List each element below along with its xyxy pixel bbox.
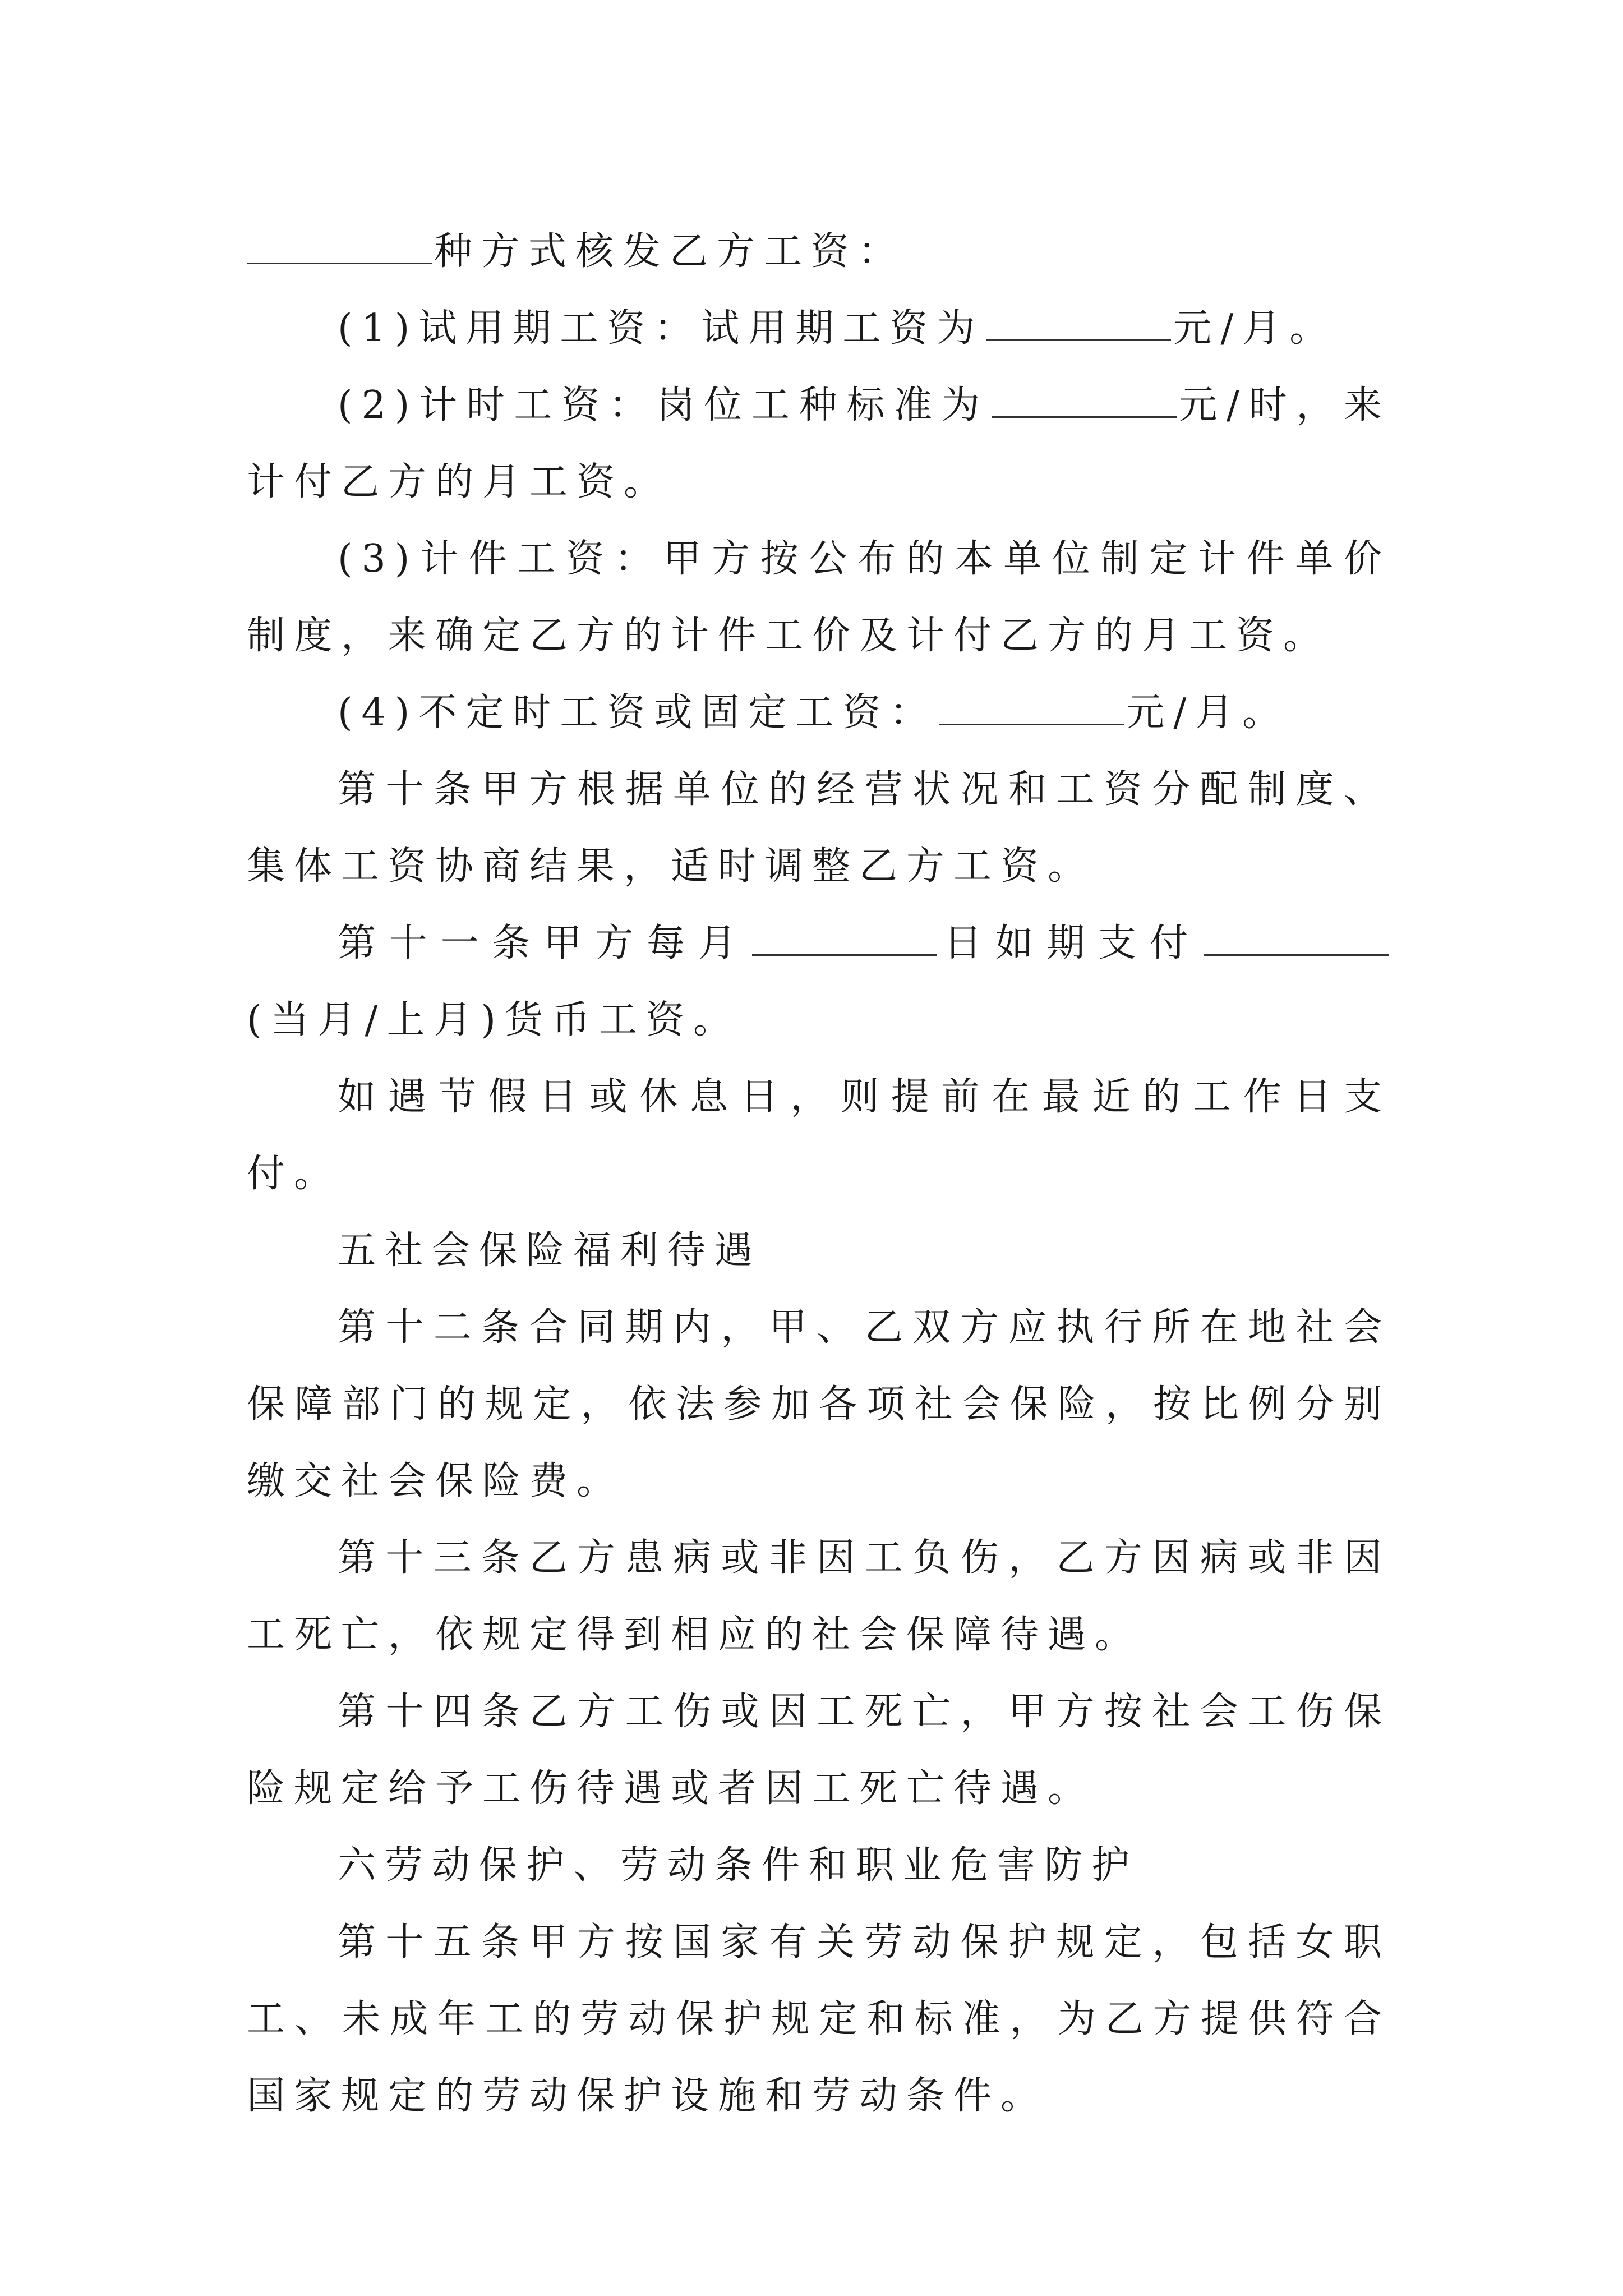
- paragraph-text: (2)计时工资：岗位工种标准为: [338, 383, 989, 427]
- fill-in-blank-probation-wage: [986, 305, 1171, 341]
- fill-in-blank-fixed-wage: [939, 689, 1124, 725]
- document-body: [247, 213, 1391, 2134]
- paragraph-text: 日如期支付: [939, 921, 1201, 965]
- paragraph-text: 第十一条甲方每月: [338, 921, 750, 965]
- fill-in-blank-pay-month: [1204, 919, 1389, 956]
- paragraph-text: (当月/上月)货币工资。: [247, 998, 740, 1042]
- article-14: 第十四条乙方工伤或因工死亡，甲方按社会工伤保险规定给予工伤待遇或者因工死亡待遇。: [247, 1690, 1391, 1811]
- paragraph-text: 元/时，来计付乙方的月工资。: [247, 383, 1391, 504]
- paragraph-piece-wage: (3)计件工资：甲方按公布的本单位制定计件单价制度，来确定乙方的计件工价及计付乙方的月工资。: [247, 537, 1391, 658]
- section-heading-labor-protection: 六劳动保护、劳动条件和职业危害防护: [338, 1843, 1139, 1888]
- paragraph-text: 元/月。: [1126, 691, 1290, 735]
- article-13: 第十三条乙方患病或非因工负伤，乙方因病或非因工死亡，依规定得到相应的社会保障待遇。: [247, 1536, 1391, 1657]
- article-10: 第十条甲方根据单位的经营状况和工资分配制度、集体工资协商结果，适时调整乙方工资。: [247, 767, 1391, 889]
- fill-in-blank-hourly-rate: [992, 381, 1177, 418]
- article-11: [247, 905, 1391, 1059]
- paragraph-text: (1)试用期工资：试用期工资为: [338, 306, 984, 351]
- paragraph-text: (4)不定时工资或固定工资：: [338, 691, 937, 735]
- paragraph-hourly-wage: [247, 367, 1391, 521]
- paragraph-holiday-payment: 如遇节假日或休息日，则提前在最近的工作日支付。: [247, 1075, 1391, 1196]
- article-15: 第十五条甲方按国家有关劳动保护规定，包括女职工、未成年工的劳动保护规定和标准，为乙方提供符合国家规定的劳动保护设施和劳动条件。: [247, 1920, 1391, 2118]
- section-heading-social-insurance: 五社会保险福利待遇: [338, 1228, 762, 1273]
- paragraph-text: 种方式核发乙方工资：: [434, 229, 906, 274]
- paragraph-wage-method: [247, 213, 1391, 290]
- fill-in-blank-wage-method: [247, 228, 432, 264]
- fill-in-blank-pay-day: [752, 919, 937, 956]
- article-12: 第十二条合同期内，甲、乙双方应执行所在地社会保障部门的规定，依法参加各项社会保险，按比例分别缴交社会保险费。: [247, 1305, 1391, 1503]
- paragraph-text: 元/月。: [1173, 306, 1337, 351]
- paragraph-probation-wage: [247, 290, 1391, 367]
- paragraph-fixed-wage: [247, 674, 1391, 751]
